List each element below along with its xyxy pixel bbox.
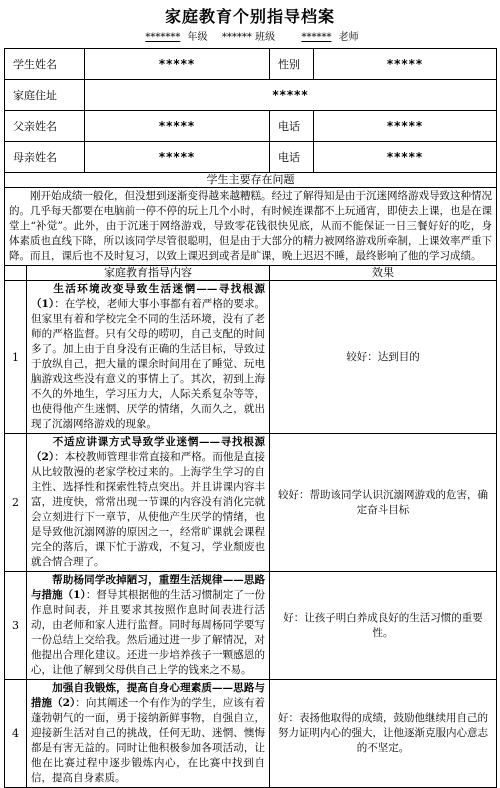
- guidance-row-body: ：在学校，老师大事小事都有着严格的要求。但家里有着和学校完全不同的生活环境，没有了老师的严格监督。只有父母的唠叨，自己支配的时间多了。加上由于自身没有正确的生活目标，导致过于放纵自己，把大量的课余时间用在了睡觉、玩电脑游戏这些没有意义的事情上了。其次，初到上海不久的外地生，学习压力大，人际关系复杂等等，也使得他产生迷惘、厌学的情绪，久而久之，就出现了沉溺网络游戏的现象。: [31, 298, 266, 430]
- guidance-row-heading: 加强自我锻炼，提高自身心理素质——思路与措施（2）: [31, 682, 266, 709]
- father-name-label: 父亲姓名: [5, 111, 85, 142]
- mother-name-label: 母亲姓名: [5, 142, 85, 173]
- guidance-row-body: ：督导其根据他的生活习惯制定了一份作息时间表，并且要求其按照作息时间表进行活动，由老师和家人进行监督。同时每周杨同学要写一份总结上交给我。然后通过进一步了解情况，对他提出合理化建议。还进一步培养孩子一颗感恩的心，让他了解到父母供自己上学的钱来之不易。: [31, 589, 266, 676]
- student-name-value: *****: [85, 49, 270, 80]
- father-name-value: *****: [85, 111, 270, 142]
- student-row: [5, 49, 497, 80]
- address-row: [5, 80, 497, 111]
- father-row: [5, 111, 497, 142]
- mother-phone-label: 电话: [270, 142, 314, 173]
- guidance-row-content: [27, 572, 270, 680]
- grade-label: 年级: [187, 32, 208, 43]
- guidance-row-body: ：本校教师管理非常直接和严格。而他是直接从比较散漫的老家学校过来的。上海学生学习的自主性、选择性和探索性特点突出。并且讲课内容丰富，进度快，常常出现一节课的内容没有消化完就会立刻进行下一章节，从使他产生厌学的情绪，也是导致他沉溺网游的原因之一，经常旷课就会课程完全的落后，课下忙于游戏，不复习，学业颓废也就合情合理了。: [31, 451, 266, 568]
- guidance-row: [5, 281, 497, 434]
- guidance-row-effect: 较好：达到目的: [270, 281, 497, 434]
- mother-row: [5, 142, 497, 173]
- mother-phone-value: *****: [314, 142, 497, 173]
- father-phone-value: *****: [314, 111, 497, 142]
- guidance-row-effect: 较好：帮助该同学认识沉溺网游戏的危害，确定奋斗目标: [270, 434, 497, 572]
- guidance-row-content: [27, 281, 270, 434]
- teacher-label: 老师: [338, 32, 359, 43]
- document-title: 家庭教育个别指导档案: [164, 7, 335, 26]
- guidance-row-heading: 帮助杨同学改掉陋习，重塑生活规律——思路与措施（1）: [31, 574, 266, 601]
- problems-header: 学生主要存在问题: [5, 173, 497, 188]
- guidance-row-number: 3: [5, 572, 27, 680]
- mother-name-value: *****: [85, 142, 270, 173]
- student-name-label: 学生姓名: [5, 49, 85, 80]
- archive-table: [4, 48, 497, 788]
- problems-text-row: [5, 188, 497, 266]
- address-label: 家庭住址: [5, 80, 85, 111]
- guidance-row-content: [27, 680, 270, 788]
- gender-value: *****: [314, 49, 497, 80]
- guidance-row-body: ：向其阐述一个有作为的学生，应该有着蓬勃朝气的一面，勇于接纳新鲜事物，自强自立，迎接新生活对自己的挑战，任何无助、迷惘、懊悔都是有害无益的。同时让他积极参加各项活动，让他在比赛过程中逐步锻炼内心，在比赛中找到自信，提高自身素质。: [31, 697, 266, 784]
- guidance-row-number: 1: [5, 281, 27, 434]
- problems-header-row: [5, 173, 497, 188]
- problems-text: 刚开始成绩一般化，但没想到逐渐变得越来越糟糕。经过了解得知是由于沉迷网络游戏导致这种情况的。几乎每天都要在电脑前一停不停的玩上几个小时，有时候连课都不上玩通宵，即使去上课，也是在课堂上“补觉”。此外，由于沉迷于网络游戏，导致零花钱很快见底，从而不能保证一日三餐好好的吃，身体素质也直线下降，所以该同学尽管很聪明，但是由于大部分的精力被网络游戏所牵制，上课效率严重下降。而且，课后也不及时复习，以致上课迟到或者是旷课，晚上迟迟不睡，最终影响了他的学习成绩。: [5, 188, 497, 266]
- guidance-row: [5, 680, 497, 788]
- guidance-row: [5, 572, 497, 680]
- teacher-value: ******: [301, 32, 332, 43]
- class-label: 班级: [255, 32, 276, 43]
- guidance-row: [5, 434, 497, 572]
- guidance-row-number: 4: [5, 680, 27, 788]
- guidance-row-effect: 好：表扬他取得的成绩，鼓励他继续用自己的努力证明内心的强大，让他逐渐克服内心意志的不坚定。: [270, 680, 497, 788]
- father-phone-label: 电话: [270, 111, 314, 142]
- guidance-row-heading: 生活环境改变导致生活迷惘——寻找根源（1）: [31, 283, 266, 310]
- grade-value: *******: [145, 32, 181, 43]
- guidance-row-effect: 好：让孩子明白养成良好的生活习惯的重要性。: [270, 572, 497, 680]
- class-value: ******: [221, 32, 252, 43]
- guidance-content-header: 家庭教育指导内容: [27, 266, 270, 281]
- guidance-row-heading: 不适应讲课方式导致学业迷惘——寻找根源（2）: [31, 436, 266, 463]
- class-info-line: [4, 28, 496, 48]
- guidance-effect-header: 效果: [270, 266, 497, 281]
- guidance-row-number: 2: [5, 434, 27, 572]
- guidance-header-row: [5, 266, 497, 281]
- guidance-row-content: [27, 434, 270, 572]
- address-value: *****: [85, 80, 497, 111]
- gender-label: 性别: [270, 49, 314, 80]
